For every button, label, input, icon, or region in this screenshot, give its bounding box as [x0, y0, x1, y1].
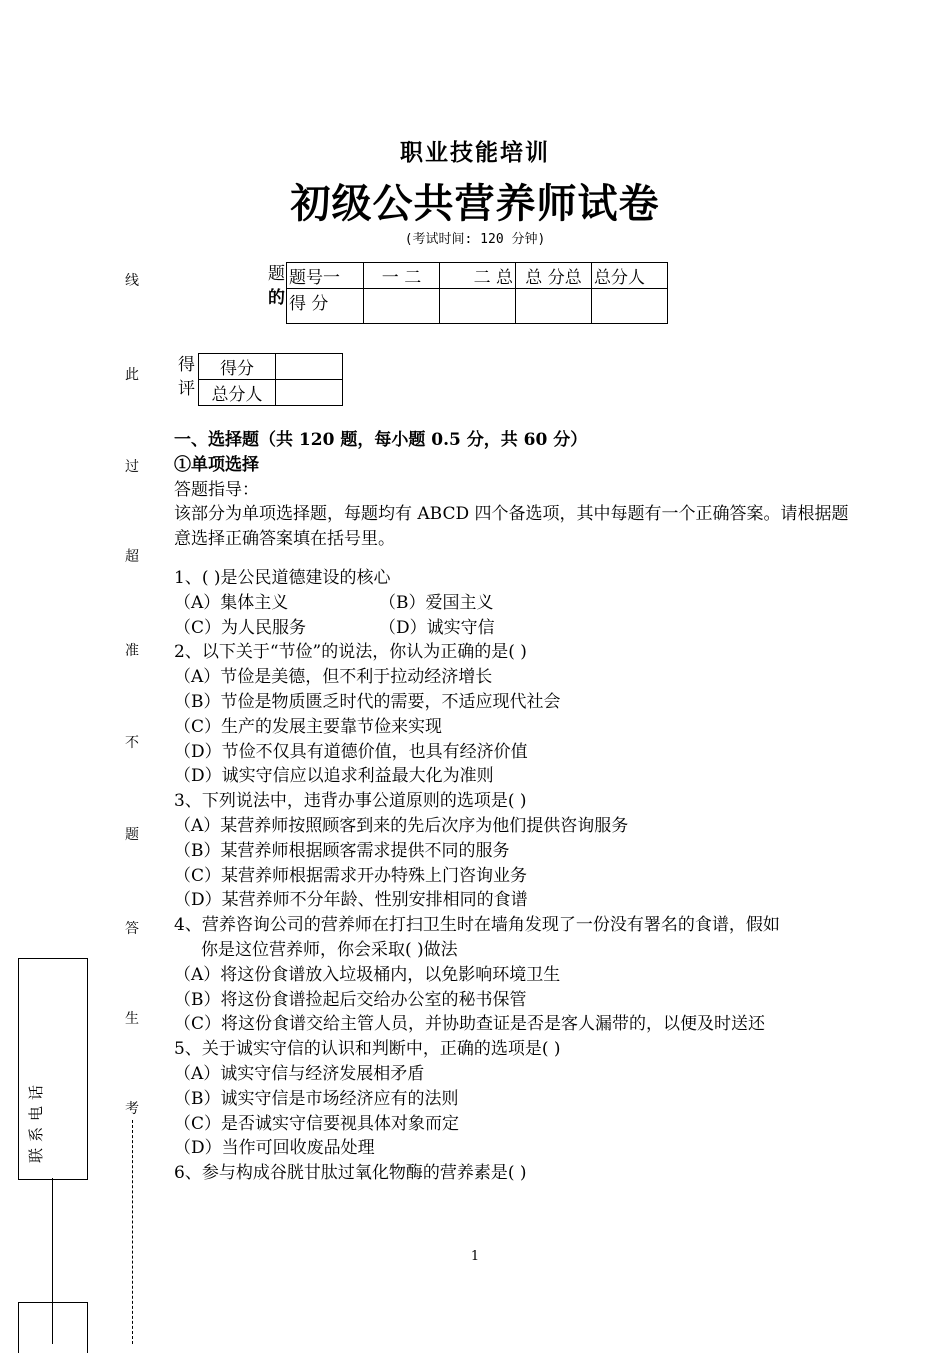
- binding-box: [18, 1302, 88, 1353]
- page-title: 初级公共营养师试卷: [290, 181, 660, 227]
- guide-title: 答题指导：: [174, 479, 259, 500]
- score-header-cell: 总 分总: [516, 263, 592, 289]
- question-stem: 2、以下关于“节俭”的说法，你认为正确的是( ): [174, 642, 527, 663]
- contact-label: 联系电话: [27, 1079, 45, 1164]
- score-left-label-2: 的: [268, 288, 285, 308]
- question-option: （B）诚实守信是市场经济应有的法则: [174, 1088, 459, 1109]
- question-stem-continued: 你是这位营养师，你会采取( )做法: [201, 939, 458, 960]
- side-mark: 线: [125, 273, 139, 289]
- question-option: （A）节俭是美德，但不利于拉动经济增长: [174, 667, 493, 688]
- side-mark: 超: [125, 549, 139, 565]
- question-option: （D）某营养师不分年龄、性别安排相同的食谱: [174, 890, 528, 911]
- grader-cell: [276, 380, 343, 406]
- question-stem: 1、( )是公民道德建设的核心: [174, 567, 391, 588]
- question-option: （C）将这份食谱交给主管人员，并协助查证是否是客人漏带的，以便及时送还: [174, 1014, 766, 1035]
- question-option: （A）将这份食谱放入垃圾桶内，以免影响环境卫生: [174, 964, 561, 985]
- page-number: 1: [470, 1249, 480, 1264]
- question-option: （B）爱国主义: [379, 592, 494, 613]
- grader-table: [198, 353, 343, 406]
- score-cell: [364, 289, 440, 324]
- grader-left-label-1: 得: [178, 355, 195, 375]
- question-options-row: [174, 591, 854, 616]
- question-option: （D）诚实守信: [379, 617, 495, 638]
- score-table: [286, 262, 668, 324]
- question-option: （B）将这份食谱捡起后交给办公室的秘书保管: [174, 989, 527, 1010]
- score-left-label-1: 题: [268, 264, 285, 284]
- question-option: （D）诚实守信应以追求利益最大化为准则: [174, 766, 494, 787]
- question-option: （A）集体主义: [174, 592, 289, 613]
- side-mark: 题: [125, 827, 139, 843]
- side-mark: 考: [125, 1101, 139, 1117]
- grader-label: 得分: [199, 354, 276, 380]
- section-heading: 一、选择题（共 120 题，每小题 0.5 分，共 60 分）: [174, 430, 588, 450]
- question-option: （A）诚实守信与经济发展相矛盾: [174, 1063, 425, 1084]
- side-mark: 不: [125, 735, 139, 751]
- question-option: （C）某营养师根据需求开办特殊上门咨询业务: [174, 865, 528, 886]
- score-header-cell: 题号一: [287, 263, 364, 289]
- pretitle: 职业技能培训: [400, 139, 550, 166]
- guide-text: 该部分为单项选择题，每题均有 ABCD 四个备选项，其中每题有一个正确答案。请根据题意选择正确答案填在括号里。: [174, 504, 849, 550]
- question-stem: 6、参与构成谷胱甘肽过氧化物酶的营养素是( ): [174, 1163, 527, 1184]
- question-stem: 5、关于诚实守信的认识和判断中，正确的选项是( ): [174, 1039, 561, 1060]
- question-stem: 4、营养咨询公司的营养师在打扫卫生时在墙角发现了一份没有署名的食谱，假如: [174, 915, 780, 936]
- question-options-row: [174, 616, 854, 641]
- question-option: （C）为人民服务: [174, 617, 307, 638]
- question-option: （C）生产的发展主要靠节俭来实现: [174, 716, 443, 737]
- grader-left-label-2: 评: [178, 379, 195, 399]
- score-cell: [440, 289, 516, 324]
- score-row-label: 得 分: [287, 289, 364, 324]
- side-mark: 准: [125, 643, 139, 659]
- question-option: （A）某营养师按照顾客到来的先后次序为他们提供咨询服务: [174, 815, 629, 836]
- question-stem: 3、下列说法中，违背办事公道原则的选项是( ): [174, 791, 527, 812]
- score-cell: [516, 289, 592, 324]
- grader-cell: [276, 354, 343, 380]
- score-header-cell: 一 二: [364, 263, 440, 289]
- question-option: （D）当作可回收废品处理: [174, 1138, 375, 1159]
- question-option: （D）节俭不仅具有道德价值，也具有经济价值: [174, 741, 528, 762]
- side-mark: 生: [125, 1011, 139, 1027]
- section-subheading: ①单项选择: [174, 454, 259, 475]
- side-mark: 过: [125, 459, 139, 475]
- cut-line: [132, 1120, 133, 1344]
- score-header-cell: 总分人: [592, 263, 668, 289]
- question-option: （B）某营养师根据顾客需求提供不同的服务: [174, 840, 510, 861]
- question-option: （C）是否诚实守信要视具体对象而定: [174, 1113, 460, 1134]
- question-option: （B）节俭是物质匮乏时代的需要，不适应现代社会: [174, 691, 561, 712]
- score-header-cell: 二 总: [440, 263, 516, 289]
- side-mark: 此: [125, 367, 139, 383]
- section-body: [174, 428, 854, 1186]
- score-cell: [592, 289, 668, 324]
- exam-time: (考试时间: 120 分钟): [404, 232, 546, 247]
- side-mark: 答: [125, 921, 139, 937]
- grader-label: 总分人: [199, 380, 276, 406]
